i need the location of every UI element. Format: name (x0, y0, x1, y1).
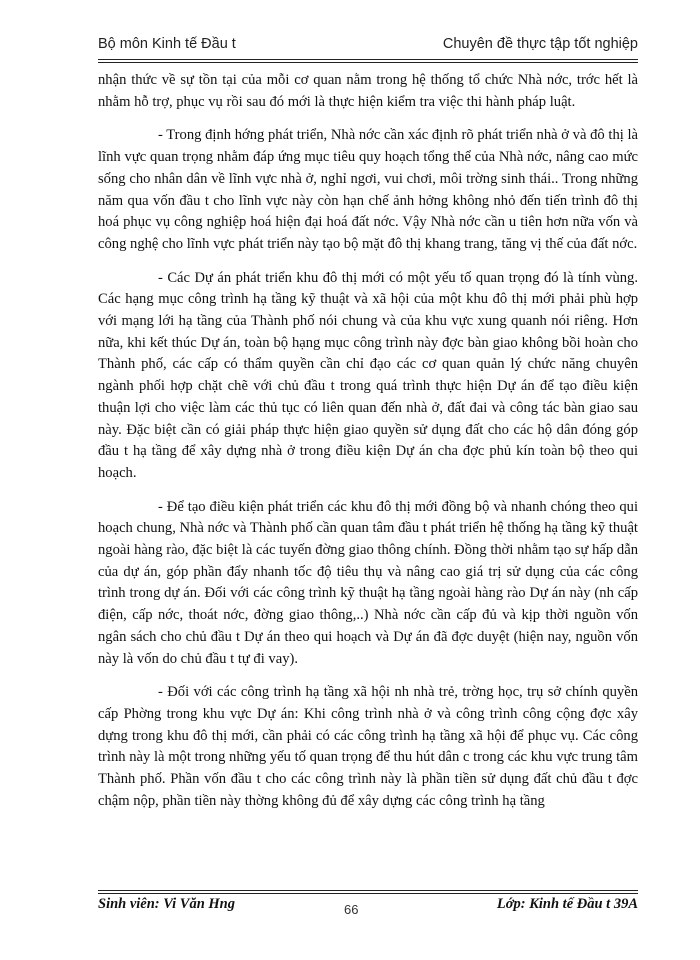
student-name: Sinh viên: Vi Văn Hng (98, 896, 235, 912)
department-name: Bộ môn Kinh tế Đầu t (98, 36, 236, 52)
page-footer (98, 896, 638, 922)
footer-divider (98, 890, 638, 891)
paragraph-2: - Trong định hớng phát triển, Nhà nớc cần xác định rõ phát triển nhà ở và đô thị là lĩnh vực quan trọng nhằm đáp ứng mục tiêu quy hoạch tổng thể của Nhà nớc, nâng cao mức sống cho nhân dân về lĩnh vực nhà ở, nghỉ ngơi, vui chơi, môi trờng sinh thái.. Trong những năm qua vốn đầu t cho lĩnh vực này còn hạn chế ảnh hởng không nhỏ đến tiến trình đô thị hoá phục vụ công nghiệp hoá hiện đại hoá đất nớc. Vậy Nhà nớc cần u tiên hơn nữa vốn và công nghệ cho lĩnh vực phát triển này tạo bộ mặt đô thị khang trang, tăng vị thế của đất nớc. (98, 127, 638, 252)
footer-divider-double (98, 893, 638, 894)
paragraph-4: - Để tạo điều kiện phát triển các khu đô thị mới đồng bộ và nhanh chóng theo qui hoạch chung, Nhà nớc và Thành phố cần quan tâm đầu t phát triển hệ thống hạ tầng kỹ thuật ngoài hàng rào, đặc biệt là các tuyến đờng giao thông chính. Đồng thời nhằm tạo sự hấp dẫn của dự án, góp phần đẩy nhanh tốc độ tiêu thụ và nâng cao giá trị sử dụng của các công trình trong dự án. Đối với các công trình kỹ thuật hạ tầng ngoài hàng rào Dự án này (nh cấp điện, cấp nớc, thoát nớc, đờng giao thông,..) Nhà nớc cần cấp đủ và kịp thời nguồn vốn ngân sách cho chủ đầu t Dự án theo qui hoạch và Dự án đã đợc duyệt (hiện nay, nguồn vốn này là vốn do chủ đầu t tự đi vay). (98, 498, 638, 667)
page-header (98, 36, 638, 68)
document-title: Chuyên đề thực tập tốt nghiệp (442, 36, 638, 52)
header-divider-double (98, 62, 638, 63)
header-divider (98, 59, 638, 60)
paragraph-5: - Đối với các công trình hạ tầng xã hội nh nhà trẻ, trờng học, trụ sở chính quyền cấp Phờng trong khu vực Dự án: Khi công trình nhà ở và công trình công cộng đợc xây dựng trong khu đô thị mới, cần phải có các công trình hạ tầng xã hội để phục vụ. Các công trình này là một trong những yếu tố quan trọng để thu hút dân c trong các khu vực trung tâm Thành phố. Phần vốn đầu t cho các công trình này là phần tiền sử dụng đất chủ đầu t đợc chậm nộp, phần tiền này thờng không đủ để xây dựng các công trình hạ tầng (98, 684, 638, 809)
paragraph-1: nhận thức về sự tồn tại của mỗi cơ quan nằm trong hệ thống tổ chức Nhà nớc, trớc hết là nhằm hỗ trợ, phục vụ rồi sau đó mới là thực hiện kiểm tra việc thi hành pháp luật. (98, 72, 638, 110)
page-number: 66 (344, 902, 359, 917)
paragraph-3: - Các Dự án phát triển khu đô thị mới có một yếu tố quan trọng đó là tính vùng. Các hạng mục công trình hạ tầng kỹ thuật và xã hội của một khu đô thị mới phải phù hợp với mạng lới hạ tầng của Thành phố nói chung và của khu vực xung quanh nói riêng. Hơn nữa, khi kết thúc Dự án, toàn bộ hạng mục công trình này đợc bàn giao không bồi hoàn cho Thành phố, các cấp có thẩm quyền cần chỉ đạo các cơ quan quản lý chức năng chuyên ngành phối hợp chặt chẽ với chủ đầu t trong quá trình thực hiện Dự án để tạo điều kiện thuận lợi cho việc làm các thủ tục có liên quan đến nhà ở, đất đai và công tác bàn giao sau này. Đặc biệt cần có giải pháp thực hiện giao quyền sử dụng đất cho các hộ dân đóng góp đầu t hạ tầng để xây dựng nhà ở trong điều kiện Dự án cha đợc phủ kín toàn bộ theo qui hoạch. (98, 269, 638, 481)
body-text (98, 70, 638, 825)
class-name: Lớp: Kinh tế Đầu t 39A (496, 896, 638, 912)
